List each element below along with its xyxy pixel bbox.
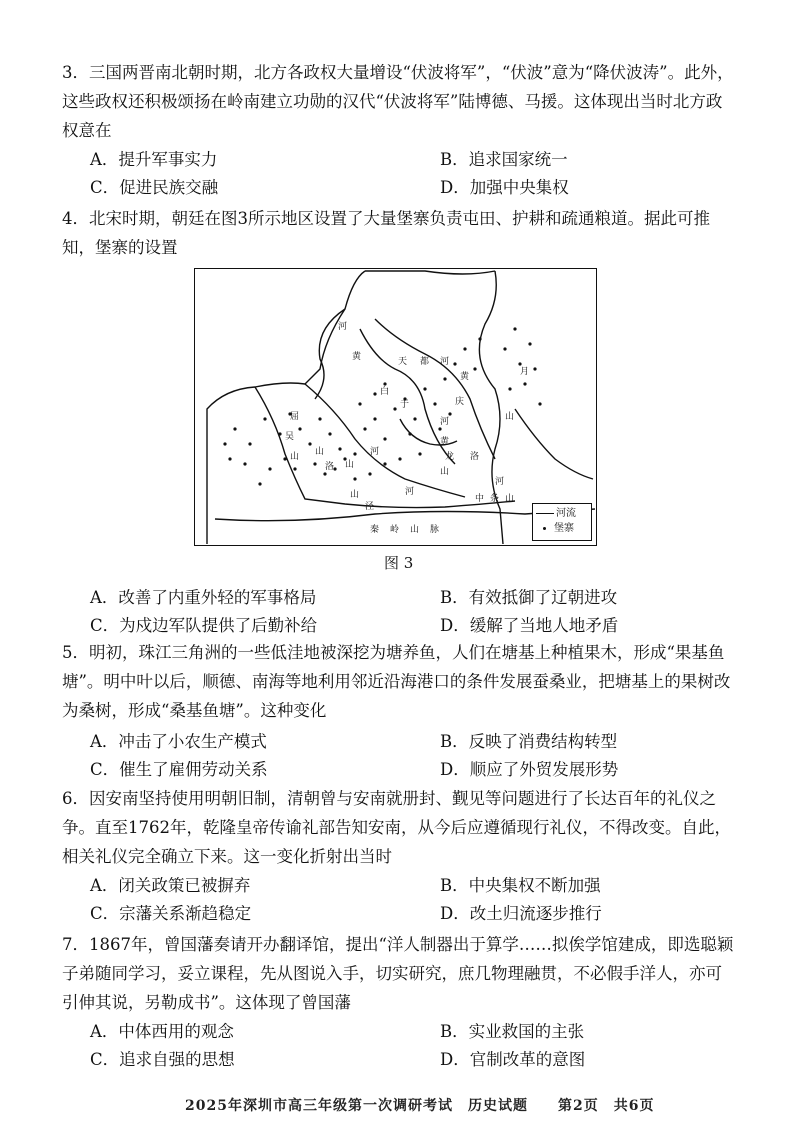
svg-text:泾: 泾 [365,502,375,512]
option-b[interactable]: B．反映了消费结构转型 [440,732,618,751]
svg-text:月: 月 [520,367,530,377]
question-6-stem: 6．因安南坚持使用明朝旧制，清朝曾与安南就册封、觐见等问题进行了长达百年的礼仪之争。直至1762年，乾隆皇帝传谕礼部告知安南，从今后应遵循现行礼仪，不得改变。自此，相关礼仪完全确立下来。这一变化折射出当时 [62,789,731,866]
svg-text:山: 山 [505,494,515,504]
option-a[interactable]: A．闭关政策已被摒弃 [90,876,251,895]
question-3 [62,58,738,145]
svg-text:河: 河 [440,417,450,427]
svg-text:山: 山 [290,452,300,462]
figure-3-map [194,268,597,546]
svg-text:白: 白 [380,387,390,397]
svg-text:河: 河 [338,322,348,332]
svg-text:洛: 洛 [470,452,480,462]
svg-text:吴: 吴 [285,432,295,442]
option-d[interactable]: D．缓解了当地人地矛盾 [440,616,619,635]
option-a[interactable]: A．冲击了小农生产模式 [90,732,267,751]
svg-text:脉: 脉 [430,525,440,535]
question-3-stem: 3．三国两晋南北朝时期，北方各政权大量增设“伏波将军”，“伏波”意为“降伏波涛”。此外，这些政权还积极颂扬在岭南建立功勋的汉代“伏波将军”陆博德、马援。这体现出当时北方政权意在 [62,63,734,140]
option-d[interactable]: D．官制改革的意图 [440,1050,586,1069]
option-d[interactable]: D．加强中央集权 [440,178,569,197]
option-a[interactable]: A．中体西用的观念 [90,1022,234,1041]
svg-text:中: 中 [475,494,485,504]
svg-text:黄: 黄 [352,352,362,362]
option-a[interactable]: A．改善了内重外轻的军事格局 [90,588,317,607]
question-5-stem: 5．明初，珠江三角洲的一些低洼地被深挖为塘养鱼，人们在塘基上种植果木，形成“果基鱼塘”。明中叶以后，顺德、南海等地利用邻近沿海港口的条件发展蚕桑业，把塘基上的果树改为桑树，形成“桑基鱼塘”。这种变化 [62,643,731,720]
map-legend [532,503,592,541]
option-a[interactable]: A．提升军事实力 [90,150,218,169]
svg-text:河: 河 [370,447,380,457]
figure-caption: 图 3 [384,554,414,572]
option-b[interactable]: B．中央集权不断加强 [440,876,601,895]
svg-text:洛: 洛 [325,462,335,472]
svg-text:河: 河 [405,487,415,497]
page-footer: 2025年深圳市高三年级第一次调研考试 历史试题 第2页 共6页 [185,1098,655,1114]
svg-text:河: 河 [440,357,450,367]
svg-text:山: 山 [315,447,325,457]
river-legend-line [536,513,554,514]
option-c[interactable]: C．促进民族交融 [90,178,219,197]
map-labels [285,321,529,535]
svg-text:山: 山 [505,412,515,422]
svg-text:秦: 秦 [370,525,380,535]
svg-text:于: 于 [400,400,410,410]
river-path [515,409,593,479]
svg-text:山: 山 [410,525,420,535]
svg-text:天: 天 [398,357,408,367]
option-b[interactable]: B．追求国家统一 [440,150,568,169]
option-c[interactable]: C．为戍边军队提供了后勤补给 [90,616,318,635]
svg-text:条: 条 [490,494,500,504]
question-7 [62,930,738,1017]
svg-text:黄: 黄 [460,372,470,382]
question-4-stem: 4．北宋时期，朝廷在图3所示地区设置了大量堡寨负责屯田、护耕和疏通粮道。据此可推知，堡寨的设置 [62,209,710,257]
option-c[interactable]: C．宗藩关系渐趋稳定 [90,904,252,923]
question-4 [62,204,738,262]
svg-text:山: 山 [345,460,355,470]
svg-text:屈: 屈 [290,412,300,422]
question-5 [62,638,738,725]
option-c[interactable]: C．追求自强的思想 [90,1050,235,1069]
option-c[interactable]: C．催生了雇佣劳动关系 [90,760,268,779]
fort-markers [223,327,541,485]
svg-text:河: 河 [495,477,505,487]
svg-text:龙: 龙 [445,452,455,462]
question-7-stem: 7．1867年，曾国藩奏请开办翻译馆，提出“洋人制器出于算学……拟俟学馆建成，即选聪颖子弟随同学习，妥立课程，先从图说入手，切实研究，庶几物理融贯，不必假手洋人，亦可引伸其说，另勒成书”。这体现了曾国藩 [62,935,734,1012]
option-b[interactable]: B．实业救国的主张 [440,1022,585,1041]
question-6 [62,784,738,871]
fort-legend-dot [543,527,546,530]
svg-text:黄: 黄 [440,437,450,447]
svg-text:山: 山 [440,467,450,477]
svg-text:都: 都 [420,357,430,367]
option-b[interactable]: B．有效抵御了辽朝进攻 [440,588,618,607]
svg-text:岭: 岭 [390,525,400,535]
river-path [255,387,515,508]
legend-river-label: 河流 [556,508,576,519]
river-path [365,271,495,274]
svg-text:庆: 庆 [455,397,465,407]
option-d[interactable]: D．顺应了外贸发展形势 [440,760,619,779]
river-path [375,319,495,459]
option-d[interactable]: D．改土归流逐步推行 [440,904,602,923]
legend-fort-label: 堡寨 [554,523,574,534]
svg-text:山: 山 [350,490,360,500]
